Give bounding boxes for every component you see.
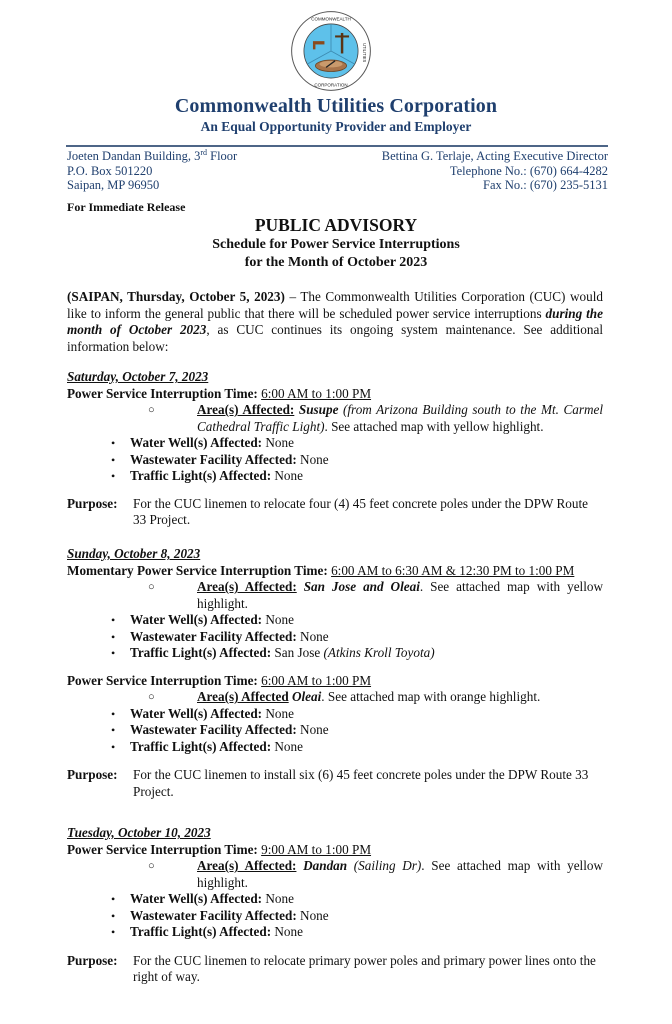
area-affected — [67, 579, 603, 612]
bullet-icon: • — [111, 646, 116, 660]
text-segment: Momentary Power Service Interruption Time: — [67, 562, 328, 578]
cuc-seal-logo-icon — [290, 10, 372, 92]
text-segment: . See attached map with orange highlight. — [321, 689, 541, 704]
text-segment: 6:00 AM to 1:00 PM — [261, 385, 372, 401]
bullet-icon: • — [111, 723, 116, 737]
text-segment: Water Well(s) Affected: — [130, 435, 263, 450]
text-segment: – The Commonwealth Utilities Corporation (CUC) would like to inform the general public that there will be scheduled power service interruptions — [67, 289, 603, 321]
fax-line: Fax No.: (670) 235-5131 — [483, 178, 608, 192]
text-segment: Traffic Light(s) Affected: — [130, 738, 272, 754]
text-segment: Area(s) Affected — [197, 689, 289, 704]
text-segment: Dandan — [303, 858, 348, 873]
text-segment: Area(s) Affected: — [197, 858, 297, 873]
text-segment: Wastewater Facility Affected: — [130, 907, 297, 923]
text-segment: None — [296, 907, 329, 923]
schedule-entry — [67, 369, 603, 529]
circle-bullet-icon: ○ — [148, 581, 155, 593]
text-segment: , as CUC continues its ongoing system maintenance. See additional information below: — [67, 322, 603, 354]
text-segment: Power Service Interruption Time: — [67, 385, 258, 401]
release-label: For Immediate Release — [67, 200, 186, 214]
organization-name: Commonwealth Utilities Corporation — [174, 95, 498, 117]
text-segment: (from Arizona Building south to the Mt. Carmel Cathedral Traffic Light) — [197, 402, 604, 434]
text-segment: Susupe — [298, 402, 339, 417]
bullet-icon: • — [111, 629, 116, 644]
wastewater-item — [67, 452, 603, 469]
area-affected — [67, 858, 603, 891]
schedule-entry — [67, 546, 603, 800]
circle-bullet-icon: ○ — [148, 404, 155, 416]
text-segment: For the CUC linemen to relocate primary power poles and primary power lines onto the right of way. — [133, 952, 596, 984]
water-well-item — [67, 891, 603, 908]
text-segment: None — [296, 628, 329, 644]
address-line — [67, 149, 237, 164]
director-line: Bettina G. Terlaje, Acting Executive Director — [381, 149, 608, 163]
water-well-item — [67, 435, 603, 452]
purpose — [67, 953, 603, 986]
intro-emphasis: during the month of October 2023 — [67, 305, 603, 337]
text-segment: For the CUC linemen to install six (6) 45 feet concrete poles under the DPW Route 33 Project. — [133, 767, 589, 799]
mailing-address — [67, 149, 237, 193]
text-segment: Water Well(s) Affected: — [130, 891, 263, 906]
schedule-entry — [67, 825, 603, 986]
text-segment: Power Service Interruption Time: — [67, 672, 258, 688]
text-segment: Traffic Light(s) Affected: — [130, 468, 272, 483]
schedule-date: Sunday, October 8, 2023 — [67, 546, 201, 561]
text-segment: None — [262, 435, 294, 450]
dateline: (SAIPAN, Thursday, October 5, 2023) — [67, 289, 285, 304]
text-segment: None — [296, 722, 329, 737]
text-segment: None — [271, 924, 303, 939]
text-segment: 9:00 AM to 1:00 PM — [261, 841, 372, 857]
purpose — [67, 767, 603, 800]
interruption-time — [67, 563, 603, 580]
text-segment: (Atkins Kroll Toyota) — [323, 645, 435, 660]
subtitle: Schedule for Power Service Interruptions — [212, 237, 460, 252]
text-segment: Traffic Light(s) Affected: — [130, 924, 272, 939]
area-affected — [67, 689, 603, 706]
logo-ring-text: COMMONWEALTH — [311, 16, 351, 22]
schedule-date: Tuesday, October 10, 2023 — [67, 825, 211, 840]
address-line: Saipan, MP 96950 — [67, 178, 160, 192]
purpose — [67, 496, 603, 529]
schedule-date: Saturday, October 7, 2023 — [67, 369, 209, 384]
text-segment: (Sailing Dr) — [347, 858, 422, 873]
bullet-icon: • — [111, 739, 116, 754]
bullet-icon: • — [111, 452, 116, 467]
water-well-item — [67, 706, 603, 723]
text-segment: . See attached map with yellow highlight. — [197, 858, 603, 890]
water-well-item — [67, 612, 603, 629]
subtitle: for the Month of October 2023 — [244, 255, 428, 270]
text-segment: Wastewater Facility Affected: — [130, 451, 297, 467]
text-segment: None — [296, 451, 329, 467]
text-segment: Area(s) Affected: — [197, 402, 295, 417]
text-segment: Water Well(s) Affected: — [130, 612, 263, 627]
traffic-light-item — [67, 739, 603, 756]
area-affected — [67, 402, 603, 435]
text-segment: Oleai — [291, 689, 322, 704]
text-segment: None — [262, 705, 294, 721]
bullet-icon: • — [111, 892, 116, 906]
traffic-light-item — [67, 924, 603, 941]
text-segment: None — [271, 738, 303, 754]
text-segment: San Jose — [271, 645, 324, 660]
text-segment: Purpose: — [67, 952, 118, 968]
bullet-icon: • — [111, 469, 116, 483]
bullet-icon: • — [111, 706, 116, 721]
interruption-time — [67, 673, 603, 690]
text-segment: None — [262, 612, 294, 627]
wastewater-item — [67, 908, 603, 925]
text-segment: Purpose: — [67, 495, 118, 511]
circle-bullet-icon: ○ — [148, 691, 155, 703]
telephone-line: Telephone No.: (670) 664-4282 — [449, 163, 608, 178]
wastewater-item — [67, 722, 603, 739]
text-segment: Joeten Dandan Building, 3 — [67, 149, 201, 163]
text-segment: Wastewater Facility Affected: — [130, 628, 297, 644]
page-title: PUBLIC ADVISORY — [254, 215, 418, 235]
logo-ring-text: UTILITIES — [361, 43, 367, 63]
text-segment: For the CUC linemen to relocate four (4) 45 feet concrete poles under the DPW Route 33 Project. — [133, 495, 588, 527]
traffic-light-item — [67, 645, 603, 662]
text-segment: rd — [200, 148, 207, 157]
text-segment: . See attached map with yellow highlight. — [324, 418, 544, 434]
text-segment: Area(s) Affected: — [197, 579, 297, 594]
traffic-light-item — [67, 468, 603, 485]
header-divider — [66, 145, 608, 147]
bullet-icon: • — [111, 436, 116, 450]
interruption-time — [67, 386, 603, 403]
bullet-icon: • — [111, 613, 116, 627]
text-segment: Wastewater Facility Affected: — [130, 722, 297, 737]
text-segment: . See attached map with yellow highlight. — [197, 579, 603, 611]
text-segment: 6:00 AM to 6:30 AM & 12:30 PM to 1:00 PM — [331, 562, 575, 578]
text-segment: San Jose and Oleai — [303, 579, 420, 594]
text-segment: Water Well(s) Affected: — [130, 705, 263, 721]
address-line: P.O. Box 501220 — [67, 163, 153, 178]
interruption-time — [67, 842, 603, 859]
contact-info — [382, 149, 608, 193]
bullet-icon: • — [111, 908, 116, 923]
wastewater-item — [67, 629, 603, 646]
text-segment: Traffic Light(s) Affected: — [130, 645, 272, 660]
text-segment: Power Service Interruption Time: — [67, 841, 258, 857]
text-segment: Purpose: — [67, 767, 118, 782]
text-segment: None — [271, 468, 303, 483]
text-segment: Floor — [207, 149, 238, 163]
intro-paragraph — [67, 289, 603, 355]
text-segment: 6:00 AM to 1:00 PM — [261, 672, 372, 688]
logo-ring-text: CORPORATION — [314, 82, 348, 88]
organization-tagline: An Equal Opportunity Provider and Employer — [200, 119, 472, 134]
circle-bullet-icon: ○ — [148, 860, 155, 872]
bullet-icon: • — [111, 925, 116, 939]
text-segment: None — [262, 891, 294, 906]
